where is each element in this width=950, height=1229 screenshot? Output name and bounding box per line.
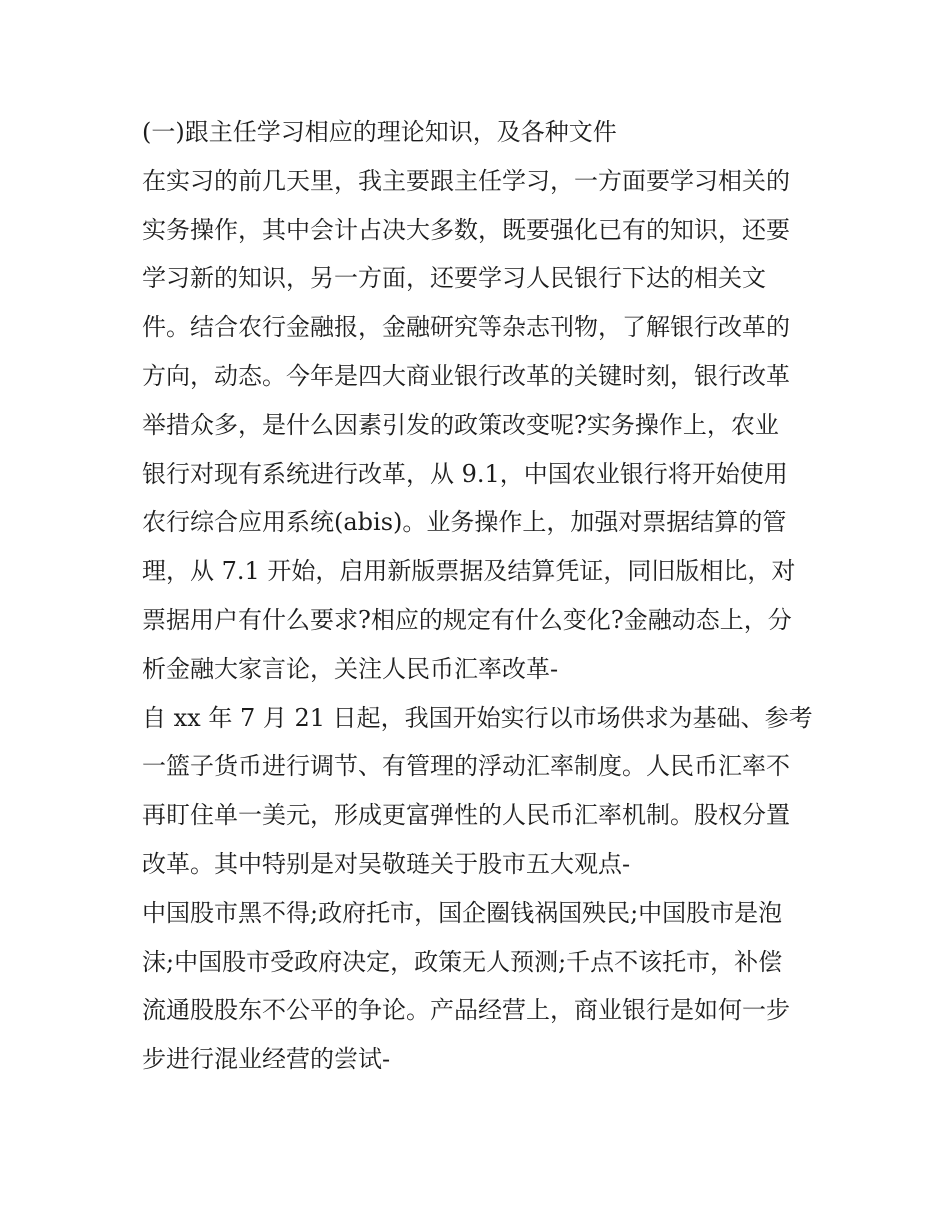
paragraph-line: 一篮子货币进行调节、有管理的浮动汇率制度。人民币汇率不 [142,752,790,781]
paragraph-line: 改革。其中特别是对吴敬琏关于股市五大观点- [142,849,631,878]
paragraph-line: 票据用户有什么要求?相应的规定有什么变化?金融动态上，分 [142,605,792,634]
paragraph-line: 中国股市黑不得;政府托市，国企圈钱祸国殃民;中国股市是泡 [142,898,783,927]
paragraph-line: 流通股股东不公平的争论。产品经营上，商业银行是如何一步 [142,996,790,1025]
paragraph-line: 再盯住单一美元，形成更富弹性的人民币汇率机制。股权分置 [142,801,790,830]
document-body [142,108,832,1084]
paragraph-line: 析金融大家言论，关注人民币汇率改革- [142,654,559,683]
paragraph-line: 步进行混业经营的尝试- [142,1045,391,1074]
paragraph-line: 方向，动态。今年是四大商业银行改革的关键时刻，银行改革 [142,361,790,390]
paragraph-line: 学习新的知识，另一方面，还要学习人民银行下达的相关文 [142,264,766,293]
section-heading: (一)跟主任学习相应的理论知识，及各种文件 [142,118,617,146]
paragraph-line: 沫;中国股市受政府决定，政策无人预测;千点不该托市，补偿 [142,947,783,976]
paragraph-line: 实务操作，其中会计占决大多数，既要强化已有的知识，还要 [142,215,790,244]
paragraph-line: 件。结合农行金融报，金融研究等杂志刊物，了解银行改革的 [142,313,790,342]
paragraph-line: 农行综合应用系统(abis)。业务操作上，加强对票据结算的管 [142,508,787,537]
paragraph-line: 理，从 7.1 开始，启用新版票据及结算凭证，同旧版相比，对 [142,557,796,586]
paragraph-line: 举措众多，是什么因素引发的政策改变呢?实务操作上，农业 [142,410,779,439]
paragraph-line: 银行对现有系统进行改革，从 9.1，中国农业银行将开始使用 [142,459,788,488]
paragraph-line: 自 xx 年 7 月 21 日起，我国开始实行以市场供求为基础、参考 [142,703,813,732]
paragraph-line: 在实习的前几天里，我主要跟主任学习，一方面要学习相关的 [142,166,790,195]
